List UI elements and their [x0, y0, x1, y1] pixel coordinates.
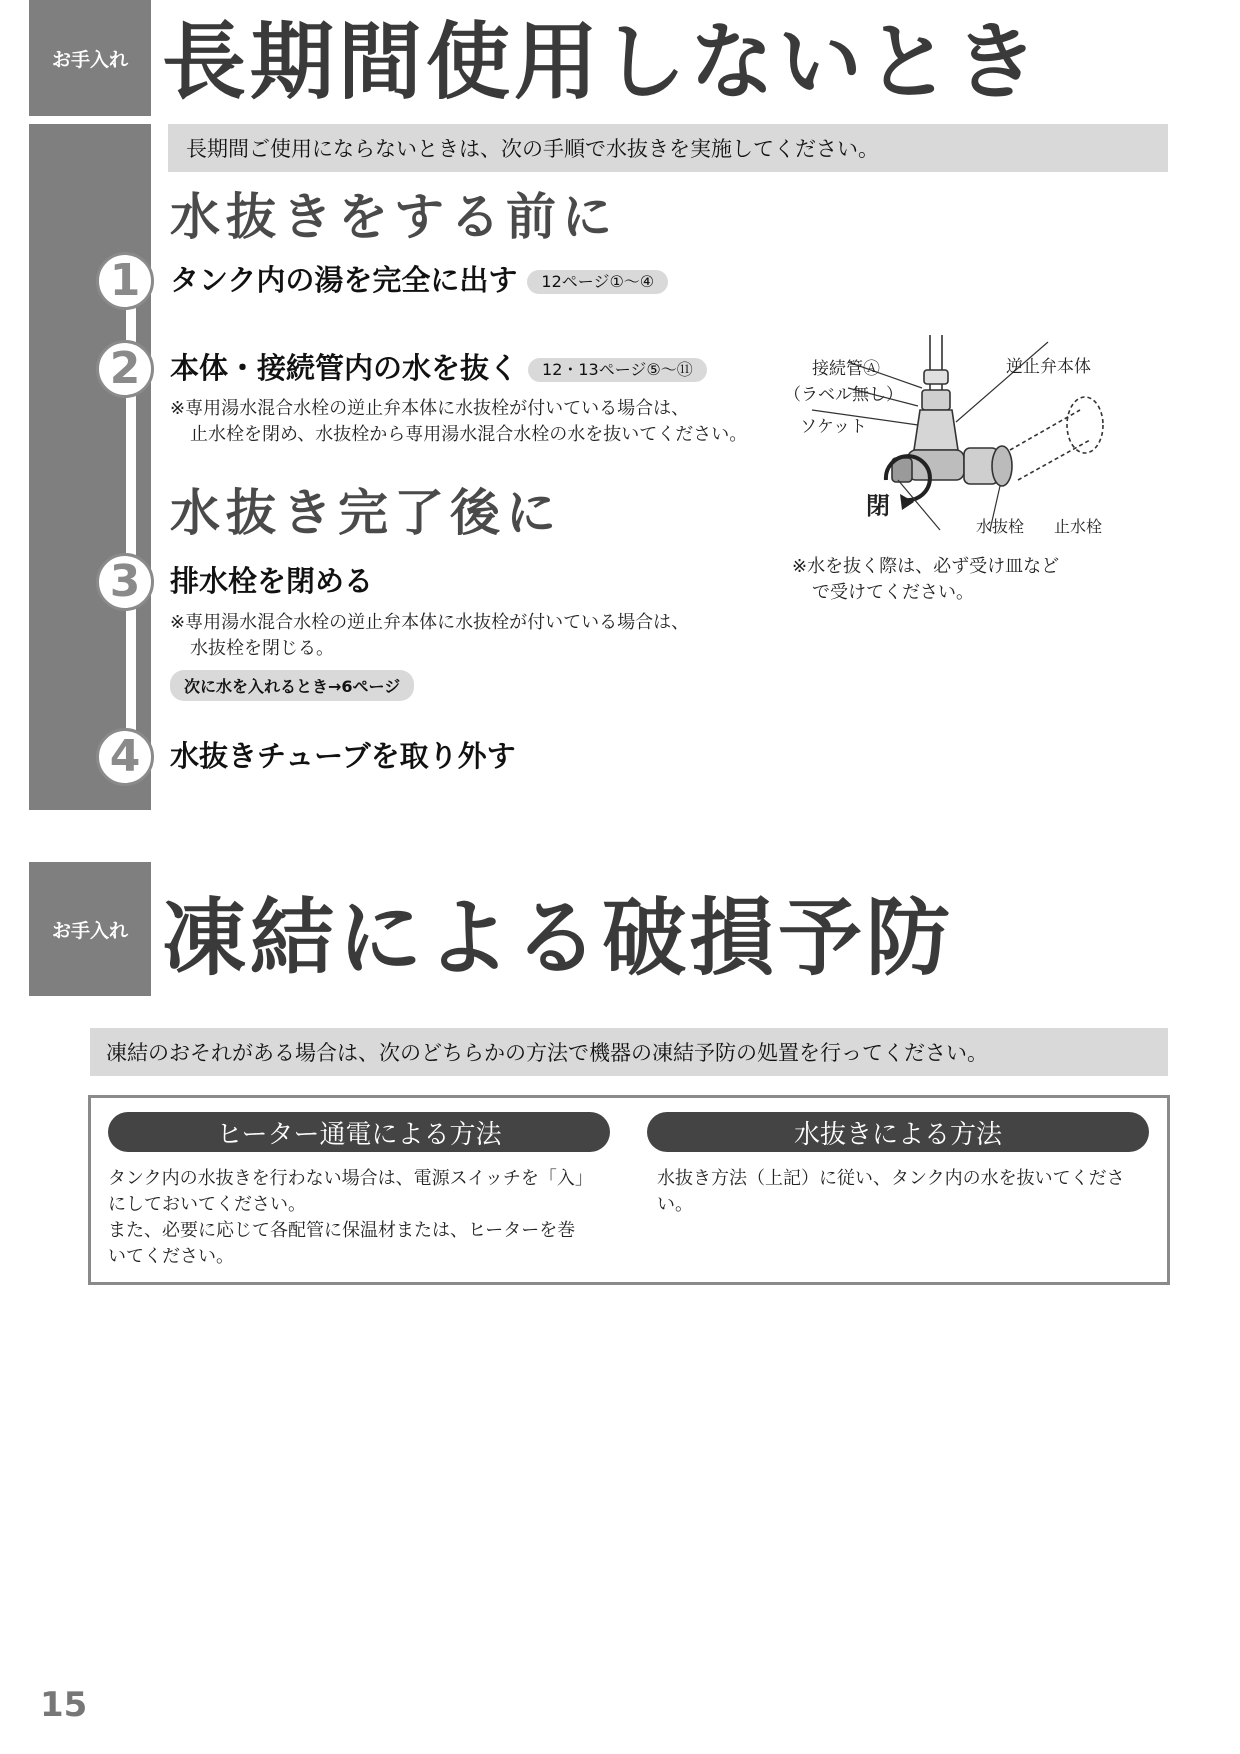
method-heater-text	[108, 1166, 628, 1270]
section-tab	[29, 862, 151, 996]
step-3-title: 排水栓を閉める	[170, 564, 374, 598]
tab-label: お手入れ	[51, 919, 128, 942]
step-2-title	[170, 351, 707, 385]
step-number-3: 3	[96, 553, 154, 611]
after-heading: 水抜き完了後に	[170, 484, 562, 542]
label-check-valve: 逆止弁本体	[1006, 357, 1091, 377]
step-2-title-text: 本体・接続管内の水を抜く	[170, 351, 519, 385]
step-1-page-ref: 12ページ①～④	[527, 270, 668, 294]
section2-title: 凍結による破損予防	[162, 889, 955, 987]
method-text-line: いてください。	[108, 1246, 234, 1267]
method-drain-title: 水抜きによる方法	[647, 1112, 1149, 1152]
section2-intro: 凍結のおそれがある場合は、次のどちらかの方法で機器の凍結予防の処置を行ってください。	[90, 1028, 1168, 1076]
method-heater-title: ヒーター通電による方法	[108, 1112, 610, 1152]
label-connection-pipe: 接続管Ⓐ	[812, 359, 880, 379]
method-text-line: 水抜き方法（上記）に従い、タンク内の水を抜いてください。	[657, 1168, 1125, 1215]
step-number-4: 4	[96, 728, 154, 786]
method-text-line: また、必要に応じて各配管に保温材または、ヒーターを巻	[108, 1220, 576, 1241]
section-tab	[29, 0, 151, 116]
step-2-note-line: 止水栓を閉め、水抜栓から専用湯水混合水栓の水を抜いてください。	[190, 424, 748, 445]
method-text-line: にしておいてください。	[108, 1194, 306, 1215]
page-number: 15	[40, 1685, 88, 1725]
step-4-title: 水抜きチューブを取り外す	[170, 739, 516, 773]
page-title: 長期間使用しないとき	[162, 13, 1043, 111]
label-drain-plug: 水抜栓	[976, 517, 1025, 536]
label-close: 閉	[866, 492, 890, 520]
step-2-note-line: ※専用湯水混合水栓の逆止弁本体に水抜栓が付いている場合は、	[170, 398, 690, 419]
step-3-note-line: ※専用湯水混合水栓の逆止弁本体に水抜栓が付いている場合は、	[170, 612, 690, 633]
step-1-title-text: タンク内の湯を完全に出す	[170, 263, 518, 297]
step-3-page-ref: 次に水を入れるとき→6ページ	[170, 670, 414, 701]
intro-text: 長期間ご使用にならないときは、次の手順で水抜きを実施してください。	[168, 124, 1168, 172]
step-1-title	[170, 263, 668, 297]
step-3-note	[170, 610, 689, 662]
label-connection-pipe-sub: （ラベル無し）	[784, 385, 903, 405]
label-socket: ソケット	[800, 417, 867, 437]
methods-box	[88, 1095, 1170, 1285]
step-3-note-line: 水抜栓を閉じる。	[190, 638, 334, 659]
diagram-note-line: ※水を抜く際は、必ず受け皿など	[792, 556, 1060, 577]
before-heading: 水抜きをする前に	[170, 188, 618, 246]
step-number-2: 2	[96, 340, 154, 398]
tab-label: お手入れ	[51, 48, 128, 71]
step-2-note	[170, 396, 747, 448]
method-drain-text	[657, 1166, 1157, 1218]
method-text-line: タンク内の水抜きを行わない場合は、電源スイッチを「入」	[108, 1168, 593, 1189]
diagram-note	[792, 554, 1059, 606]
step-number-1: 1	[96, 252, 154, 310]
label-stop-valve: 止水栓	[1054, 517, 1103, 536]
diagram-note-line: で受けてください。	[812, 582, 974, 603]
faucet-valve-diagram	[780, 330, 1120, 550]
step-2-page-ref: 12・13ページ⑤～⑪	[528, 358, 707, 382]
